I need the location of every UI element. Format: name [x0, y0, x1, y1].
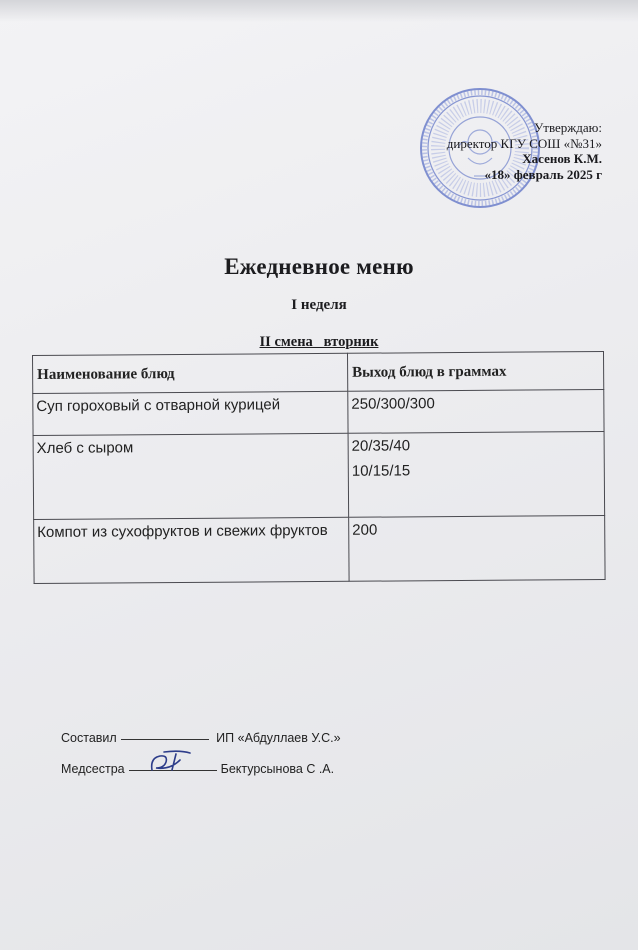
table-header-row: [33, 352, 604, 394]
top-shadow: [0, 0, 638, 22]
portion-value: 200: [352, 521, 378, 539]
portion-cell: [348, 390, 604, 434]
portion-value: 250/300/300: [351, 395, 435, 413]
header-portion-weight: Выход блюд в граммах: [347, 352, 603, 392]
compiled-by-line: [61, 731, 341, 745]
table-row: [33, 390, 604, 436]
approval-block: [447, 120, 602, 182]
nurse-name: Бектурсынова С .А.: [220, 762, 335, 776]
week-label: I неделя: [291, 297, 347, 313]
portion-cell: [349, 516, 605, 582]
table-row: [34, 516, 605, 584]
document-title: Ежедневное меню: [224, 254, 414, 279]
nurse-label: Медсестра: [61, 762, 125, 776]
dish-cell: Компот из сухофруктов и свежих фруктов: [34, 517, 349, 583]
nurse-line: [61, 762, 334, 776]
approval-line-name: Хасенов К.М.: [522, 151, 602, 166]
approval-line-approve: Утверждаю:: [534, 120, 602, 135]
portion-value: 20/35/40: [351, 437, 411, 455]
compiled-label: Составил: [61, 731, 117, 745]
approval-line-director: директор КГУ СОШ «№31»: [446, 135, 602, 151]
signature-blank: [121, 739, 209, 740]
portion-cell: [348, 432, 605, 518]
header-dish-name: Наименование блюд: [33, 353, 348, 393]
menu-table: [32, 351, 606, 584]
shift-day-label: II смена вторник: [259, 334, 379, 350]
dish-cell: Суп гороховый с отварной курицей: [33, 391, 348, 435]
portion-value: 10/15/15: [351, 462, 411, 480]
dish-cell: Хлеб с сыром: [33, 433, 349, 519]
table-row: [33, 432, 605, 520]
handwritten-signature: [146, 748, 196, 776]
compiled-name: ИП «Абдуллаев У.С.»: [216, 731, 341, 745]
approval-line-date: «18» февраль 2025 г: [484, 166, 602, 182]
